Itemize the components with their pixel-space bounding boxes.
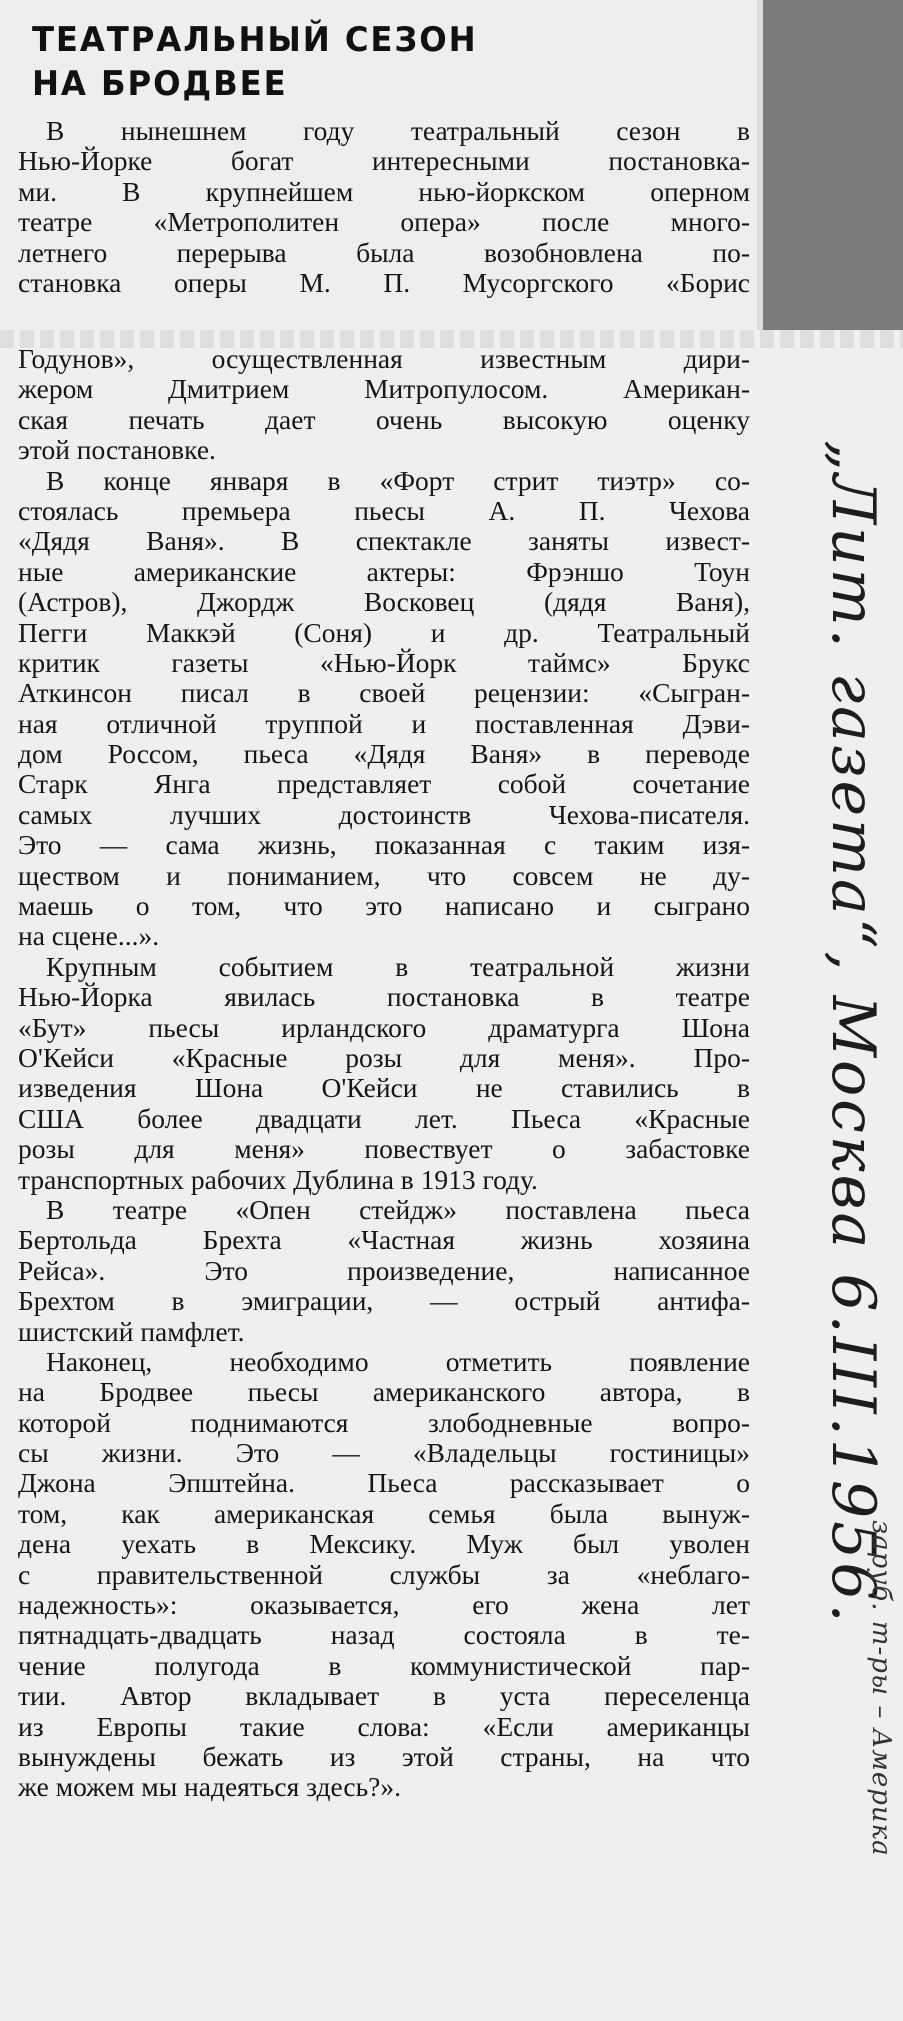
article-line: дом Россом, пьеса «Дядя Ваня» в переводе <box>18 738 750 770</box>
article-line: «Дядя Ваня». В спектакле заняты извест- <box>18 525 750 557</box>
handwritten-source-note: „Лит. газета“, Москва 6.III.1956. <box>818 440 888 1626</box>
article-line: Крупным событием в театральной жизни <box>46 950 750 982</box>
background-margin <box>760 0 903 330</box>
article-line: ская печать дает очень высокую оценку <box>18 403 750 435</box>
article-line: сы жизни. Это — «Владельцы гостиницы» <box>18 1437 750 1469</box>
article-line: В театре «Опен стейдж» поставлена пьеса <box>46 1193 750 1225</box>
headline-line-2: НА БРОДВЕЕ <box>32 64 288 104</box>
article-line: становка оперы М. П. Мусоргского «Борис <box>18 266 750 298</box>
article-body-top <box>18 116 750 298</box>
article-line: О'Кейси «Красные розы для меня». Про- <box>18 1041 750 1073</box>
article-line: самых лучших достоинств Чехова-писателя. <box>18 798 750 830</box>
article-line: которой поднимаются злободневные вопро- <box>18 1406 750 1438</box>
article-line: США более двадцати лет. Пьеса «Красные <box>18 1102 750 1134</box>
article-line: В конце января в «Форт стрит тиэтр» со- <box>46 464 750 496</box>
article-line: с правительственной службы за «неблаго- <box>18 1558 750 1590</box>
article-line: (Астров), Джордж Восковец (дядя Ваня), <box>18 586 750 618</box>
article-line: ществом и пониманием, что совсем не ду- <box>18 859 750 891</box>
article-line: Джона Эпштейна. Пьеса рассказывает о <box>18 1467 750 1499</box>
article-line: чение полугода в коммунистической пар- <box>18 1649 750 1681</box>
article-line: Бертольда Брехта «Частная жизнь хозяина <box>18 1224 750 1256</box>
article-line: жером Дмитрием Митропулосом. Американ- <box>18 373 750 405</box>
article-line: этой постановке. <box>18 434 216 466</box>
article-line: Старк Янга представляет собой сочетание <box>18 768 750 800</box>
article-line: ми. В крупнейшем нью-йоркском оперном <box>18 175 750 207</box>
article-line: В нынешнем году театральный сезон в <box>46 115 750 146</box>
article-line: розы для меня» повествует о забастовке <box>18 1133 750 1165</box>
article-line: вынуждены бежать из этой страны, на что <box>18 1740 750 1772</box>
article-line: критик газеты «Нью-Йорк таймс» Брукс <box>18 646 750 678</box>
article-line: шистский памфлет. <box>18 1315 245 1347</box>
article-line: Наконец, необходимо отметить появление <box>46 1345 750 1377</box>
article-body-main <box>18 344 750 1803</box>
article-line: Пегги Маккэй (Соня) и др. Театральный <box>18 616 750 648</box>
headline-line-1: ТЕАТРАЛЬНЫЙ СЕЗОН <box>32 20 478 60</box>
article-line: пятнадцать-двадцать назад состояла в те- <box>18 1619 750 1651</box>
article-line: на Бродвее пьесы американского автора, в <box>18 1376 750 1408</box>
article-line: тии. Автор вкладывает в уста переселенца <box>18 1680 750 1712</box>
article-line: дена уехать в Мексику. Муж был уволен <box>18 1528 750 1560</box>
article-line: же можем мы надеяться здесь?». <box>18 1771 401 1803</box>
article-line: ная отличной труппой и поставленная Дэви- <box>18 707 750 739</box>
paper-edge <box>757 0 763 330</box>
article-line: театре «Метрополитен опера» после много- <box>18 206 750 238</box>
article-line: летнего перерыва была возобновлена по- <box>18 236 750 268</box>
article-line: Это — сама жизнь, показанная с таким изя- <box>18 829 750 861</box>
article-headline <box>32 18 478 106</box>
article-line: из Европы такие слова: «Если американцы <box>18 1710 750 1742</box>
article-line: том, как американская семья была вынуж- <box>18 1497 750 1529</box>
article-line: транспортных рабочих Дублина в 1913 году. <box>18 1163 538 1195</box>
article-line: Нью-Йорка явилась постановка в театре <box>18 981 750 1013</box>
article-line: ные американские актеры: Фрэншо Тоун <box>18 555 750 587</box>
article-line: Нью-Йорке богат интересными постановка- <box>18 145 750 177</box>
article-line: надежность»: оказывается, его жена лет <box>18 1589 750 1621</box>
article-line: Рейса». Это произведение, написанное <box>18 1254 750 1286</box>
article-line: стоялась премьера пьесы А. П. Чехова <box>18 494 750 526</box>
article-line: Годунов», осуществленная известным дири- <box>18 343 750 374</box>
article-line: изведения Шона О'Кейси не ставились в <box>18 1072 750 1104</box>
article-line: «Бут» пьесы ирландского драматурга Шона <box>18 1011 750 1043</box>
article-line: Брехтом в эмиграции, — острый антифа- <box>18 1285 750 1317</box>
article-line: Аткинсон писал в своей рецензии: «Сыгран- <box>18 677 750 709</box>
handwritten-category-note: заруб. т-ры – Америка <box>866 1520 896 1857</box>
article-line: маешь о том, что это написано и сыграно <box>18 890 750 922</box>
article-line: на сцене...». <box>18 920 160 952</box>
